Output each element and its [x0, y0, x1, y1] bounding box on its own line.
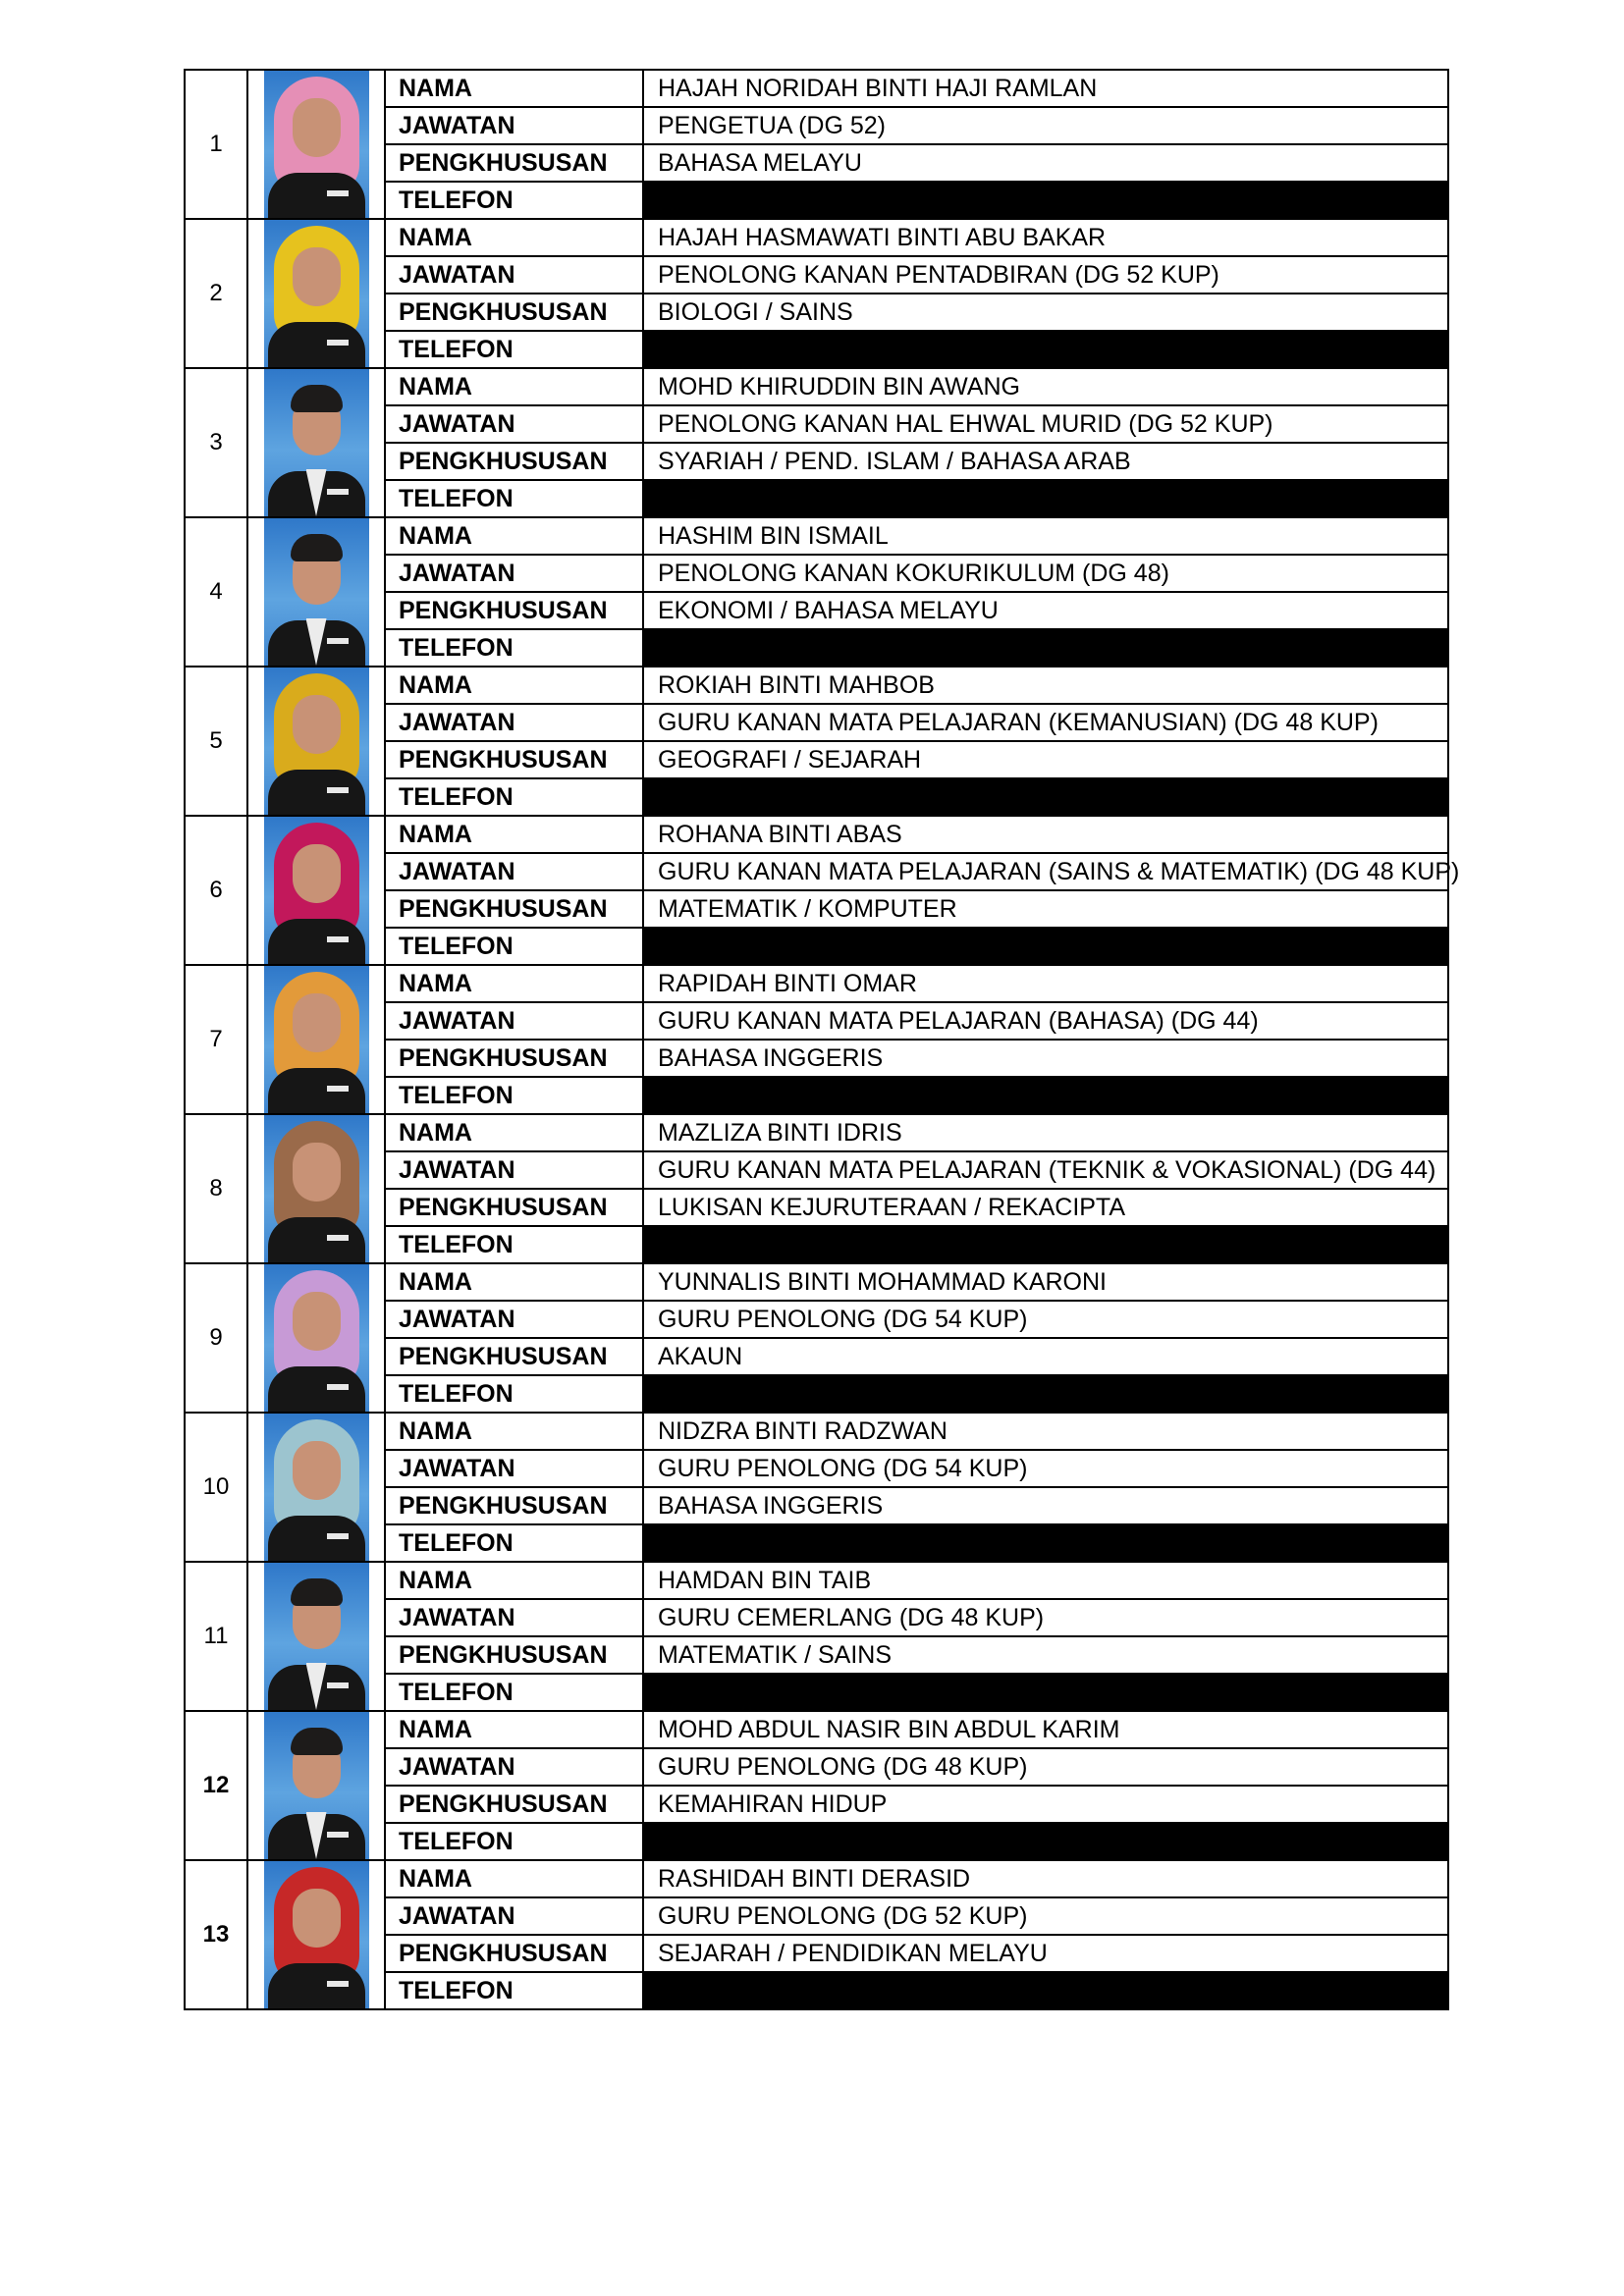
field-label: TELEFON — [385, 1674, 643, 1711]
portrait-face — [293, 98, 341, 157]
staff-portrait-photo — [264, 1414, 369, 1561]
redacted-phone-value — [643, 182, 1448, 219]
field-label: NAMA — [385, 368, 643, 405]
field-label: TELEFON — [385, 1226, 643, 1263]
staff-nama-row — [185, 1413, 1448, 1450]
field-value: MOHD KHIRUDDIN BIN AWANG — [643, 368, 1448, 405]
staff-number: 2 — [185, 219, 247, 368]
field-label: JAWATAN — [385, 1748, 643, 1786]
field-value: GURU KANAN MATA PELAJARAN (KEMANUSIAN) (DG 48 KUP) — [643, 704, 1448, 741]
field-value: BAHASA INGGERIS — [643, 1487, 1448, 1524]
portrait-hair — [291, 385, 343, 412]
staff-nama-row — [185, 517, 1448, 555]
field-value: HAJAH HASMAWATI BINTI ABU BAKAR — [643, 219, 1448, 256]
field-label: TELEFON — [385, 928, 643, 965]
field-value: HASHIM BIN ISMAIL — [643, 517, 1448, 555]
field-value: YUNNALIS BINTI MOHAMMAD KARONI — [643, 1263, 1448, 1301]
field-label: JAWATAN — [385, 1301, 643, 1338]
field-value: PENOLONG KANAN HAL EHWAL MURID (DG 52 KUP) — [643, 405, 1448, 443]
staff-portrait-photo — [264, 1115, 369, 1262]
field-label: NAMA — [385, 1114, 643, 1151]
field-label: JAWATAN — [385, 1897, 643, 1935]
staff-nama-row — [185, 219, 1448, 256]
field-label: PENGKHUSUSAN — [385, 443, 643, 480]
staff-portrait-photo — [264, 667, 369, 815]
staff-number: 10 — [185, 1413, 247, 1562]
field-label: PENGKHUSUSAN — [385, 1636, 643, 1674]
field-value: GURU PENOLONG (DG 48 KUP) — [643, 1748, 1448, 1786]
portrait-face — [293, 695, 341, 754]
field-label: JAWATAN — [385, 704, 643, 741]
field-value: AKAUN — [643, 1338, 1448, 1375]
staff-photo-cell — [247, 1114, 385, 1263]
field-value: MATEMATIK / KOMPUTER — [643, 890, 1448, 928]
staff-nama-row — [185, 965, 1448, 1002]
portrait-body — [268, 173, 365, 218]
field-value: PENGETUA (DG 52) — [643, 107, 1448, 144]
portrait-hair — [291, 534, 343, 561]
name-tag — [327, 1086, 349, 1092]
field-value: LUKISAN KEJURUTERAAN / REKACIPTA — [643, 1189, 1448, 1226]
field-value: RASHIDAH BINTI DERASID — [643, 1860, 1448, 1897]
staff-number: 8 — [185, 1114, 247, 1263]
staff-photo-cell — [247, 1263, 385, 1413]
name-tag — [327, 936, 349, 942]
redacted-phone-value — [643, 629, 1448, 667]
field-label: NAMA — [385, 1562, 643, 1599]
staff-nama-row — [185, 816, 1448, 853]
field-label: PENGKHUSUSAN — [385, 741, 643, 778]
field-value: MAZLIZA BINTI IDRIS — [643, 1114, 1448, 1151]
staff-portrait-photo — [264, 817, 369, 964]
portrait-face — [293, 1441, 341, 1500]
field-label: JAWATAN — [385, 555, 643, 592]
field-label: JAWATAN — [385, 1151, 643, 1189]
field-label: JAWATAN — [385, 1599, 643, 1636]
staff-number: 5 — [185, 667, 247, 816]
staff-number: 9 — [185, 1263, 247, 1413]
name-tag — [327, 190, 349, 196]
field-value: SYARIAH / PEND. ISLAM / BAHASA ARAB — [643, 443, 1448, 480]
staff-photo-cell — [247, 965, 385, 1114]
redacted-phone-value — [643, 1674, 1448, 1711]
staff-number: 7 — [185, 965, 247, 1114]
field-label: PENGKHUSUSAN — [385, 1338, 643, 1375]
field-value: GURU KANAN MATA PELAJARAN (TEKNIK & VOKASIONAL) (DG 44) — [643, 1151, 1448, 1189]
field-label: TELEFON — [385, 1972, 643, 2009]
staff-directory-table — [184, 69, 1460, 2010]
field-label: TELEFON — [385, 629, 643, 667]
field-label: JAWATAN — [385, 1450, 643, 1487]
staff-number: 12 — [185, 1711, 247, 1860]
staff-number: 11 — [185, 1562, 247, 1711]
field-value: GEOGRAFI / SEJARAH — [643, 741, 1448, 778]
field-label: PENGKHUSUSAN — [385, 1189, 643, 1226]
portrait-body — [268, 919, 365, 964]
portrait-body — [268, 1068, 365, 1113]
name-tag — [327, 489, 349, 495]
field-label: NAMA — [385, 1413, 643, 1450]
field-value: GURU PENOLONG (DG 52 KUP) — [643, 1897, 1448, 1935]
portrait-hair — [291, 1578, 343, 1606]
field-value: BIOLOGI / SAINS — [643, 294, 1448, 331]
staff-photo-cell — [247, 816, 385, 965]
portrait-face — [293, 993, 341, 1052]
name-tag — [327, 1235, 349, 1241]
field-value: HAMDAN BIN TAIB — [643, 1562, 1448, 1599]
field-label: TELEFON — [385, 480, 643, 517]
staff-photo-cell — [247, 667, 385, 816]
portrait-body — [268, 1963, 365, 2008]
field-label: TELEFON — [385, 1077, 643, 1114]
portrait-hair — [291, 1728, 343, 1755]
staff-portrait-photo — [264, 966, 369, 1113]
field-label: NAMA — [385, 816, 643, 853]
field-label: TELEFON — [385, 182, 643, 219]
name-tag — [327, 638, 349, 644]
redacted-phone-value — [643, 480, 1448, 517]
field-label: NAMA — [385, 1860, 643, 1897]
portrait-body — [268, 770, 365, 815]
portrait-face — [293, 1143, 341, 1201]
redacted-phone-value — [643, 1375, 1448, 1413]
portrait-body — [268, 1516, 365, 1561]
staff-portrait-photo — [264, 369, 369, 516]
redacted-phone-value — [643, 1524, 1448, 1562]
field-label: TELEFON — [385, 331, 643, 368]
staff-photo-cell — [247, 517, 385, 667]
field-value: PENOLONG KANAN PENTADBIRAN (DG 52 KUP) — [643, 256, 1448, 294]
staff-number: 6 — [185, 816, 247, 965]
staff-photo-cell — [247, 219, 385, 368]
field-label: TELEFON — [385, 1823, 643, 1860]
redacted-phone-value — [643, 778, 1448, 816]
staff-portrait-photo — [264, 71, 369, 218]
staff-portrait-photo — [264, 518, 369, 666]
portrait-face — [293, 1292, 341, 1351]
field-label: JAWATAN — [385, 405, 643, 443]
field-label: NAMA — [385, 1711, 643, 1748]
staff-photo-cell — [247, 1860, 385, 2009]
staff-number: 1 — [185, 70, 247, 219]
name-tag — [327, 787, 349, 793]
field-value: EKONOMI / BAHASA MELAYU — [643, 592, 1448, 629]
redacted-phone-value — [643, 928, 1448, 965]
staff-photo-cell — [247, 1413, 385, 1562]
staff-portrait-photo — [264, 220, 369, 367]
staff-nama-row — [185, 1562, 1448, 1599]
field-value: GURU KANAN MATA PELAJARAN (SAINS & MATEMATIK) (DG 48 KUP) — [643, 853, 1448, 890]
staff-portrait-photo — [264, 1264, 369, 1412]
field-value: ROHANA BINTI ABAS — [643, 816, 1448, 853]
field-label: PENGKHUSUSAN — [385, 1786, 643, 1823]
field-label: TELEFON — [385, 1375, 643, 1413]
name-tag — [327, 1832, 349, 1838]
staff-number: 3 — [185, 368, 247, 517]
staff-photo-cell — [247, 1562, 385, 1711]
redacted-phone-value — [643, 1823, 1448, 1860]
staff-photo-cell — [247, 368, 385, 517]
redacted-phone-value — [643, 331, 1448, 368]
field-label: JAWATAN — [385, 1002, 643, 1040]
name-tag — [327, 1533, 349, 1539]
field-value: PENOLONG KANAN KOKURIKULUM (DG 48) — [643, 555, 1448, 592]
field-label: NAMA — [385, 667, 643, 704]
field-label: NAMA — [385, 965, 643, 1002]
field-label: PENGKHUSUSAN — [385, 1040, 643, 1077]
name-tag — [327, 340, 349, 346]
staff-photo-cell — [247, 70, 385, 219]
staff-nama-row — [185, 368, 1448, 405]
field-label: TELEFON — [385, 1524, 643, 1562]
staff-table-body — [185, 70, 1460, 2009]
field-value: BAHASA INGGERIS — [643, 1040, 1448, 1077]
redacted-phone-value — [643, 1226, 1448, 1263]
field-value: BAHASA MELAYU — [643, 144, 1448, 182]
staff-nama-row — [185, 1114, 1448, 1151]
staff-photo-cell — [247, 1711, 385, 1860]
field-value: GURU CEMERLANG (DG 48 KUP) — [643, 1599, 1448, 1636]
staff-portrait-photo — [264, 1861, 369, 2008]
staff-portrait-photo — [264, 1712, 369, 1859]
portrait-face — [293, 1889, 341, 1948]
field-value: GURU KANAN MATA PELAJARAN (BAHASA) (DG 44) — [643, 1002, 1448, 1040]
field-label: PENGKHUSUSAN — [385, 294, 643, 331]
staff-nama-row — [185, 1860, 1448, 1897]
name-tag — [327, 1384, 349, 1390]
field-value: RAPIDAH BINTI OMAR — [643, 965, 1448, 1002]
portrait-body — [268, 1217, 365, 1262]
name-tag — [327, 1981, 349, 1987]
field-label: PENGKHUSUSAN — [385, 592, 643, 629]
redacted-phone-value — [643, 1077, 1448, 1114]
field-label: NAMA — [385, 1263, 643, 1301]
field-label: NAMA — [385, 70, 643, 107]
field-value: MATEMATIK / SAINS — [643, 1636, 1448, 1674]
staff-nama-row — [185, 70, 1448, 107]
staff-nama-row — [185, 667, 1448, 704]
portrait-face — [293, 247, 341, 306]
field-label: PENGKHUSUSAN — [385, 1935, 643, 1972]
field-value: GURU PENOLONG (DG 54 KUP) — [643, 1450, 1448, 1487]
field-label: NAMA — [385, 517, 643, 555]
field-value: HAJAH NORIDAH BINTI HAJI RAMLAN — [643, 70, 1448, 107]
staff-number: 4 — [185, 517, 247, 667]
staff-nama-row — [185, 1711, 1448, 1748]
field-label: PENGKHUSUSAN — [385, 890, 643, 928]
staff-number: 13 — [185, 1860, 247, 2009]
redacted-phone-value — [643, 1972, 1448, 2009]
name-tag — [327, 1682, 349, 1688]
field-label: PENGKHUSUSAN — [385, 144, 643, 182]
portrait-face — [293, 844, 341, 903]
staff-portrait-photo — [264, 1563, 369, 1710]
field-label: JAWATAN — [385, 107, 643, 144]
field-label: PENGKHUSUSAN — [385, 1487, 643, 1524]
field-value: NIDZRA BINTI RADZWAN — [643, 1413, 1448, 1450]
staff-nama-row — [185, 1263, 1448, 1301]
portrait-body — [268, 1366, 365, 1412]
field-value: GURU PENOLONG (DG 54 KUP) — [643, 1301, 1448, 1338]
field-label: NAMA — [385, 219, 643, 256]
field-label: JAWATAN — [385, 853, 643, 890]
field-value: SEJARAH / PENDIDIKAN MELAYU — [643, 1935, 1448, 1972]
field-value: MOHD ABDUL NASIR BIN ABDUL KARIM — [643, 1711, 1448, 1748]
field-label: JAWATAN — [385, 256, 643, 294]
field-label: TELEFON — [385, 778, 643, 816]
portrait-body — [268, 322, 365, 367]
field-value: ROKIAH BINTI MAHBOB — [643, 667, 1448, 704]
field-value: KEMAHIRAN HIDUP — [643, 1786, 1448, 1823]
